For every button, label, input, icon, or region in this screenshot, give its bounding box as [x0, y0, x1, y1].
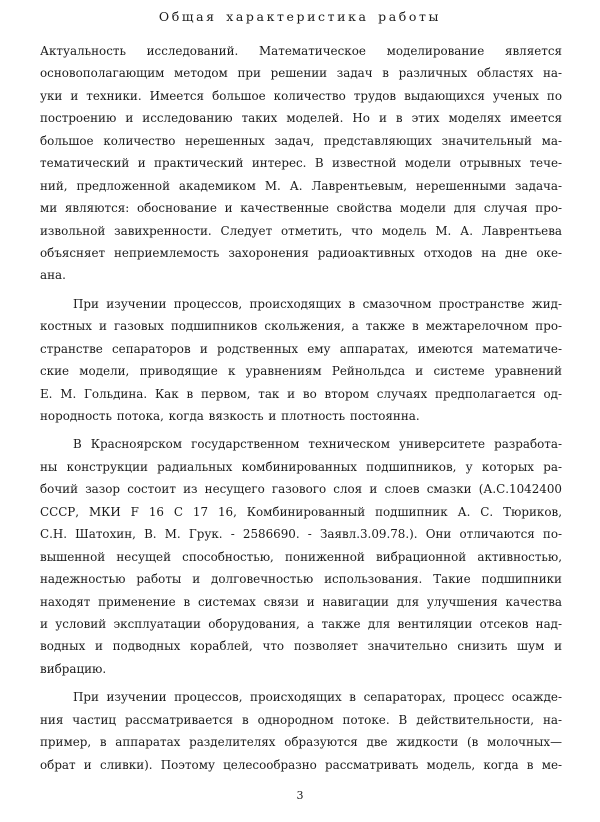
text-line: ний, предложенной академиком М. А. Лаврентьевым, нерешенными задача-: [40, 178, 562, 193]
text-line: ны конструкции радиальных комбинированных подшипников, у которых ра-: [40, 459, 562, 474]
text-line: обрат и сливки). Поэтому целесообразно рассматривать модель, когда в ме-: [40, 757, 562, 772]
text-line: Актуальность исследований. Математическое моделирование является: [40, 44, 562, 58]
text-line: пример, в аппаратах разделителях образуются две жидкости (в молочных—: [40, 735, 562, 750]
text-line: надежностью работы и долговечностью использования. Такие подшипники: [40, 572, 562, 587]
text-line: нородность потока, когда вязкость и плотность постоянна.: [40, 409, 420, 423]
text-line: В Красноярском государственном техническом университете разработа-: [73, 437, 562, 452]
text-line: С.Н. Шатохин, В. М. Грук. - 2586690. - Заявл.3.09.78.). Они отличаются по-: [40, 527, 562, 542]
text-line: При изучении процессов, происходящих в смазочном пространстве жид-: [73, 296, 562, 311]
text-line: СССР, МКИ F 16 C 17 16, Комбинированный подшипник А. С. Тюриков,: [40, 504, 562, 519]
text-line: ские модели, приводящие к уравнениям Рейнольдса и системе уравнений: [40, 364, 562, 379]
text-line: ния частиц рассматривается в однородном потоке. В действительности, на-: [40, 712, 562, 727]
text-line: тематический и практический интерес. В известной модели отрывных тече-: [40, 156, 562, 171]
text-line: водных и подводных кораблей, что позволяет значительно снизить шум и: [40, 639, 562, 654]
section-heading: Общая характеристика работы: [158, 9, 442, 24]
text-line: большое количество нерешенных задач, представляющих значительный ма-: [40, 133, 562, 148]
text-line: вибрацию.: [40, 661, 107, 676]
text-line: При изучении процессов, происходящих в сепараторах, процесс осажде-: [73, 690, 562, 705]
text-line: ана.: [40, 268, 66, 283]
text-line: и условий эксплуатации оборудования, а также для вентиляции отсеков над-: [40, 616, 562, 631]
text-line: уки и техники. Имеется большое количество трудов выдающихся ученых по: [40, 88, 562, 103]
text-line: вышенной несущей способностью, пониженной вибрационной активностью,: [40, 549, 562, 564]
text-line: находят применение в системах связи и навигации для улучшения качества: [40, 594, 562, 609]
page-number: 3: [296, 789, 304, 802]
text-line: извольной завихренности. Следует отметить, что модель М. А. Лаврентьева: [40, 223, 562, 238]
text-line: ми являются: обоснование и качественные свойства модели для случая про-: [40, 201, 562, 216]
text-line: костных и газовых подшипников скольжения, а также в межтарелочном про-: [40, 319, 562, 334]
text-line: объясняет неприемлемость захоронения радиоактивных отходов на дне оке-: [40, 245, 562, 260]
text-line: построению и исследованию таких моделей. Но и в этих моделях имеется: [40, 111, 562, 126]
text-line: странстве сепараторов и родственных ему аппаратах, имеются математиче-: [40, 341, 562, 356]
text-line: основополагающим методом при решении задач в различных областях на-: [40, 66, 562, 81]
body-text: [40, 40, 562, 776]
text-line: бочий зазор состоит из несущего газового слоя и слоев смазки (А.С.1042400: [40, 482, 562, 497]
text-line: Е. М. Гольдина. Как в первом, так и во втором случаях предполагается од-: [40, 386, 562, 401]
